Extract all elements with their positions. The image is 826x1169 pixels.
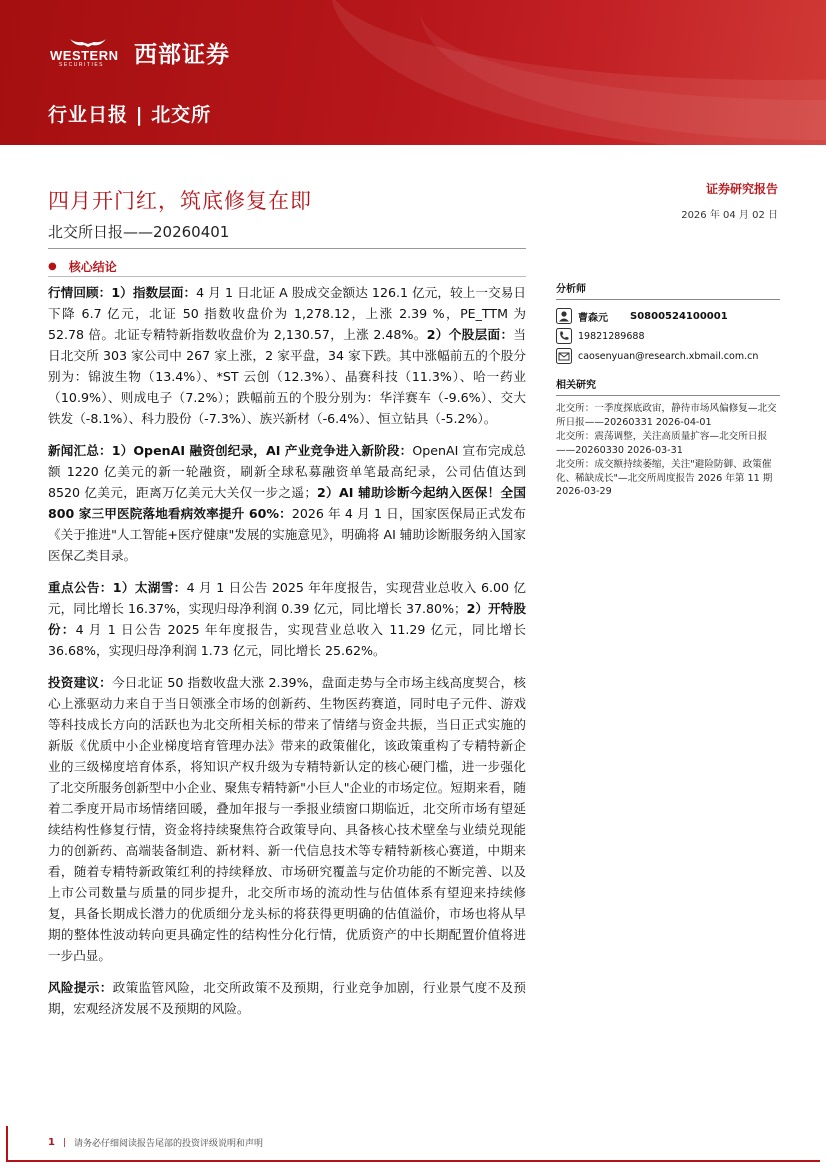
related-research-heading: 相关研究 — [556, 376, 780, 396]
report-subtitle: 北交所日报——20260401 — [48, 223, 230, 241]
paragraph-heading: 重点公告：1）太湖雪： — [48, 580, 187, 595]
disclaimer-notice: 请务必仔细阅读报告尾部的投资评级说明和声明 — [74, 1139, 264, 1149]
related-research-item[interactable]: 北交所：震荡调整，关注高质量扩容—北交所日报——20260330 2026-03-31 — [556, 431, 768, 456]
paragraph-heading: 风险提示： — [48, 980, 113, 995]
analyst-heading: 分析师 — [556, 280, 780, 300]
report-date: 2026 年 04 月 02 日 — [681, 210, 778, 221]
analyst-row — [556, 306, 780, 326]
bullet-icon: ● — [48, 261, 57, 272]
section-heading-label: 核心结论 — [68, 260, 117, 274]
paragraph-risk — [48, 977, 526, 1019]
phone-icon — [556, 328, 572, 344]
phone-row — [556, 326, 780, 346]
related-research-list — [556, 402, 780, 499]
person-icon — [556, 308, 572, 324]
corner-rule — [6, 1126, 8, 1162]
logo — [50, 34, 230, 70]
logo-chinese-name: 西部证券 — [134, 41, 230, 68]
analyst-name: 曹森元 — [578, 312, 608, 324]
header-swoosh — [420, 0, 826, 140]
email-row — [556, 346, 780, 366]
header-band — [0, 0, 826, 145]
page-number: 1 — [48, 1137, 55, 1148]
paragraph-heading: 2）个股层面： — [426, 327, 514, 342]
paragraph-heading: 行情回顾：1）指数层面： — [48, 285, 197, 300]
paragraph-text: 今日北证 50 指数收盘大涨 2.39%，盘面走势与全市场主线高度契合，核心上涨驱动力来自于当日领涨全市场的创新药、生物医药赛道，同时电子元件、游戏等科技成长方向的活跃也为北交所相关标的带来了情绪与资金共振，当日正式实施的新版《优质中小企业梯度培育管理办法》带来的政策催化，该政策重构了专精特新企业的三级梯度培育体系，将知识产权升级为专精特新认定的核心硬门槛，进一步强化了北交所服务创新型中小企业、聚焦专精特新"小巨人"企业的市场定位。短期来看，随着二季度开局市场情绪回暖，叠加年报与一季报业绩窗口期临近，北交所市场有望延续结构性修复行情，资金将持续聚焦符合政策导向、具备核心技术壁垒与业绩兑现能力的创新药、高端装备制造、新材料、新一代信息技术等专精特新核心赛道，中期来看，随着专精特新政策红利的持续释放、市场研究覆盖与定价功能的不断完善、以及上市公司数量与质量的同步提升，北交所市场的流动性与估值体系有望迎来持续修复，具备长期成长潜力的优质细分龙头标的将获得更明确的估值溢价，市场也将从早期的整体性波动转向更具确定性的结构性分化行情，优质资产的中长期配置价值将进一步凸显。 — [48, 675, 527, 963]
paragraph-announcements — [48, 577, 526, 661]
paragraph-news — [48, 440, 526, 566]
paragraph-text: OpenAI 宣布完成总额 1220 亿美元的新一轮融资，刷新全球私募融资单笔最高纪录，公司估值达到 8520 亿美元，距离万亿美元大关仅一步之遥； — [48, 443, 526, 500]
paragraph-market-review — [48, 282, 526, 429]
analyst-email[interactable]: caosenyuan@research.xbmail.com.cn — [578, 350, 759, 362]
logo-sub: SECURITIES — [59, 62, 105, 68]
main-body — [48, 282, 526, 1030]
footer — [48, 1136, 263, 1149]
report-category: 行业日报 | 北交所 — [48, 104, 212, 126]
section-heading — [48, 258, 117, 275]
logo-word: WESTERN — [50, 48, 119, 63]
bottom-rule — [6, 1160, 820, 1162]
divider — [48, 248, 526, 249]
paragraph-heading: 投资建议： — [48, 675, 112, 690]
mail-icon — [556, 348, 572, 364]
analyst-phone: 19821289688 — [578, 330, 645, 342]
paragraph-investment-advice — [48, 672, 526, 966]
paragraph-heading: 新闻汇总：1）OpenAI 融资创纪录，AI 产业竞争进入新阶段： — [48, 443, 413, 458]
divider — [48, 276, 526, 277]
related-research-item[interactable]: 北交所：成交额持续萎缩，关注"避险防御、政策催化、稀缺成长"—北交所周度报告 2026 年第 11 期 2026-03-29 — [556, 459, 773, 497]
analyst-license: S0800524100001 — [630, 310, 728, 322]
paragraph-text: 当日北交所 303 家公司中 267 家上涨，2 家平盘，34 家下跌。其中涨幅前五的个股分别为：锦波生物（13.4%）、*ST 云创（12.3%）、晶赛科技（11.3%）、哈一药业（10.9%）、则成电子（7.2%）；跌幅前五的个股分别为：华洋赛车（-9.6%）、交大铁发（-8.1%）、科力股份（-7.3%）、族兴新材（-6.4%）、恒立钻具（-5.2%）。 — [48, 327, 526, 426]
paragraph-text: 政策监管风险，北交所政策不及预期，行业竞争加剧，行业景气度不及预期，宏观经济发展不及预期的风险。 — [48, 980, 527, 1016]
paragraph-text: 4 月 1 日公告 2025 年年度报告，实现营业总收入 6.00 亿元，同比增长 16.37%，实现归母净利润 0.39 亿元，同比增长 37.80%； — [48, 580, 527, 616]
related-research-item[interactable]: 北交所：一季度探底政宙，静待市场风偏修复—北交所日报——20260331 2026-04-01 — [556, 403, 777, 428]
report-title: 四月开门红，筑底修复在即 — [48, 189, 312, 213]
paragraph-heading: 2）AI 辅助诊断今起纳入医保！全国 800 家三甲医院落地看病效率提升 60%： — [48, 485, 526, 521]
paragraph-text: 4 月 1 日公告 2025 年年度报告，实现营业总收入 11.29 亿元，同比增长 36.68%，实现归母净利润 1.73 亿元，同比增长 25.62%。 — [48, 622, 527, 658]
paragraph-text: 2026 年 4 月 1 日，国家医保局正式发布《关于推进"人工智能+医疗健康"发展的实施意见》，明确将 AI 辅助诊断服务纳入国家医保乙类目录。 — [48, 506, 527, 563]
footer-separator: | — [62, 1137, 67, 1148]
paragraph-text: 4 月 1 日北证 A 股成交金额达 126.1 亿元，较上一交易日下降 6.7 亿元，北证 50 指数收盘价为 1,278.12，上涨 2.39 %，PE_TTM 为 52.78 倍。北证专精特新指数收盘价为 2,130.57，上涨 2.48%。 — [48, 285, 526, 342]
paragraph-heading: 2）开特股份： — [48, 601, 527, 637]
sidebar — [556, 280, 780, 500]
logo-mark — [50, 37, 126, 67]
document-type: 证券研究报告 — [705, 182, 778, 196]
